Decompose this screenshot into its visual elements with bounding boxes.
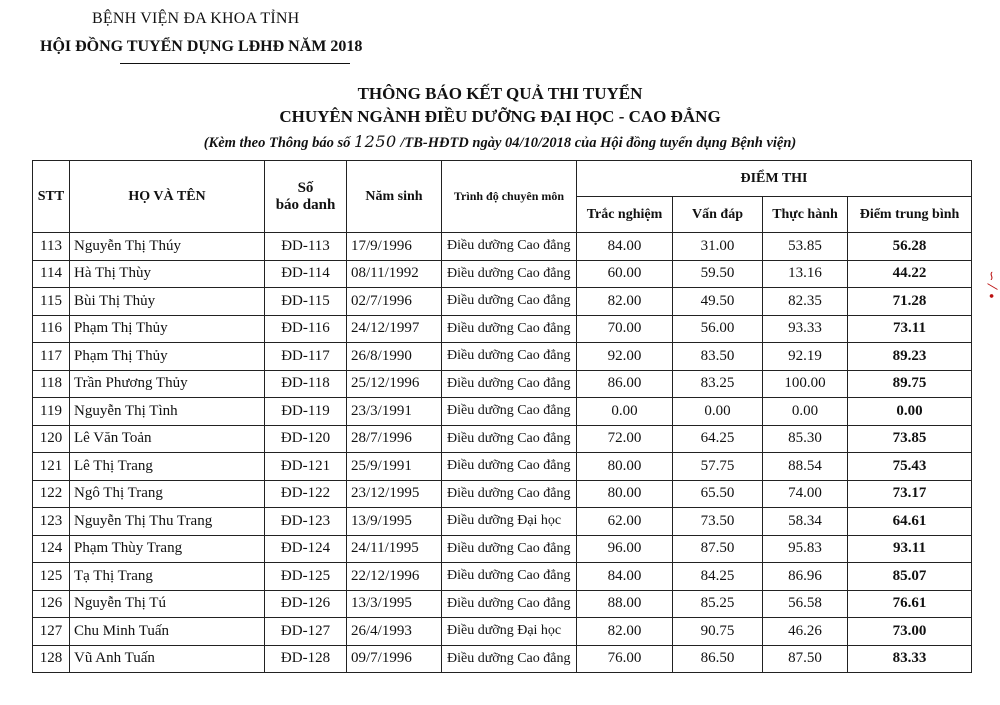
cell-level: Điều dưỡng Cao đẳng	[442, 453, 577, 481]
header-dob: Năm sinh	[347, 161, 442, 233]
cell-dob: 25/12/1996	[347, 370, 442, 398]
document-subtitle: CHUYÊN NGÀNH ĐIỀU DƯỠNG ĐẠI HỌC - CAO ĐẲNG	[279, 107, 721, 126]
cell-level: Điều dưỡng Cao đẳng	[442, 398, 577, 426]
cell-practical: 56.58	[763, 590, 848, 618]
cell-oral: 49.50	[673, 288, 763, 316]
cell-average: 93.11	[848, 535, 972, 563]
cell-level: Điều dưỡng Đại học	[442, 618, 577, 646]
cell-oral: 83.50	[673, 343, 763, 371]
header-score-group: ĐIỂM THI	[577, 161, 972, 197]
cell-multiple-choice: 96.00	[577, 535, 673, 563]
table-row	[33, 645, 972, 673]
table-row	[33, 618, 972, 646]
cell-oral: 65.50	[673, 480, 763, 508]
cell-name: Lê Thị Trang	[70, 453, 265, 481]
cell-dob: 22/12/1996	[347, 563, 442, 591]
cell-average: 73.00	[848, 618, 972, 646]
cell-practical: 82.35	[763, 288, 848, 316]
cell-average: 73.85	[848, 425, 972, 453]
cell-sbd: ĐD-117	[265, 343, 347, 371]
cell-level: Điều dưỡng Cao đẳng	[442, 288, 577, 316]
cell-oral: 57.75	[673, 453, 763, 481]
cell-stt: 124	[33, 535, 70, 563]
cell-level: Điều dưỡng Đại học	[442, 508, 577, 536]
cell-name: Nguyễn Thị Thúy	[70, 233, 265, 261]
cell-name: Nguyễn Thị Thu Trang	[70, 508, 265, 536]
table-row	[33, 535, 972, 563]
cell-sbd: ĐD-126	[265, 590, 347, 618]
cell-multiple-choice: 82.00	[577, 288, 673, 316]
cell-level: Điều dưỡng Cao đẳng	[442, 370, 577, 398]
cell-dob: 09/7/1996	[347, 645, 442, 673]
header-name: HỌ VÀ TÊN	[70, 161, 265, 233]
cell-oral: 83.25	[673, 370, 763, 398]
reference-prefix: (Kèm theo Thông báo số	[203, 135, 351, 151]
cell-level: Điều dưỡng Cao đẳng	[442, 233, 577, 261]
cell-multiple-choice: 60.00	[577, 260, 673, 288]
cell-stt: 121	[33, 453, 70, 481]
cell-sbd: ĐD-113	[265, 233, 347, 261]
cell-average: 71.28	[848, 288, 972, 316]
cell-multiple-choice: 62.00	[577, 508, 673, 536]
cell-dob: 13/9/1995	[347, 508, 442, 536]
cell-level: Điều dưỡng Cao đẳng	[442, 535, 577, 563]
table-row	[33, 260, 972, 288]
cell-level: Điều dưỡng Cao đẳng	[442, 425, 577, 453]
cell-average: 44.22	[848, 260, 972, 288]
document-title: THÔNG BÁO KẾT QUẢ THI TUYỂN	[357, 84, 643, 103]
cell-name: Hà Thị Thùy	[70, 260, 265, 288]
cell-oral: 73.50	[673, 508, 763, 536]
table-row	[33, 315, 972, 343]
cell-sbd: ĐD-122	[265, 480, 347, 508]
organization-name: BỆNH VIỆN ĐA KHOA TỈNH	[92, 10, 300, 27]
table-row	[33, 563, 972, 591]
header-sbd-line2: báo danh	[275, 196, 336, 213]
cell-sbd: ĐD-128	[265, 645, 347, 673]
header-sbd-line1: Số	[297, 179, 314, 196]
cell-sbd: ĐD-115	[265, 288, 347, 316]
cell-level: Điều dưỡng Cao đẳng	[442, 260, 577, 288]
cell-multiple-choice: 80.00	[577, 453, 673, 481]
cell-multiple-choice: 72.00	[577, 425, 673, 453]
cell-dob: 26/4/1993	[347, 618, 442, 646]
cell-dob: 25/9/1991	[347, 453, 442, 481]
cell-name: Chu Minh Tuấn	[70, 618, 265, 646]
council-name: HỘI ĐỒNG TUYỂN DỤNG LĐHĐ NĂM 2018	[40, 38, 363, 55]
table-row	[33, 233, 972, 261]
cell-sbd: ĐD-119	[265, 398, 347, 426]
table-row	[33, 590, 972, 618]
cell-practical: 46.26	[763, 618, 848, 646]
cell-practical: 93.33	[763, 315, 848, 343]
cell-sbd: ĐD-120	[265, 425, 347, 453]
cell-name: Vũ Anh Tuấn	[70, 645, 265, 673]
cell-average: 89.23	[848, 343, 972, 371]
cell-sbd: ĐD-123	[265, 508, 347, 536]
cell-name: Tạ Thị Trang	[70, 563, 265, 591]
cell-average: 0.00	[848, 398, 972, 426]
cell-level: Điều dưỡng Cao đẳng	[442, 590, 577, 618]
cell-average: 56.28	[848, 233, 972, 261]
cell-multiple-choice: 80.00	[577, 480, 673, 508]
cell-oral: 64.25	[673, 425, 763, 453]
cell-level: Điều dưỡng Cao đẳng	[442, 645, 577, 673]
cell-multiple-choice: 84.00	[577, 563, 673, 591]
table-row	[33, 480, 972, 508]
cell-average: 76.61	[848, 590, 972, 618]
cell-stt: 117	[33, 343, 70, 371]
cell-sbd: ĐD-118	[265, 370, 347, 398]
cell-name: Bùi Thị Thủy	[70, 288, 265, 316]
cell-name: Phạm Thị Thủy	[70, 315, 265, 343]
header-sbd	[265, 161, 347, 233]
cell-average: 85.07	[848, 563, 972, 591]
cell-level: Điều dưỡng Cao đẳng	[442, 563, 577, 591]
cell-practical: 0.00	[763, 398, 848, 426]
header-average: Điểm trung bình	[848, 197, 972, 233]
cell-stt: 115	[33, 288, 70, 316]
header-stt: STT	[33, 161, 70, 233]
margin-handwriting-mark: ∽ ⁄ ∙	[983, 270, 998, 300]
cell-stt: 128	[33, 645, 70, 673]
cell-sbd: ĐD-124	[265, 535, 347, 563]
cell-multiple-choice: 92.00	[577, 343, 673, 371]
cell-name: Phạm Thị Thủy	[70, 343, 265, 371]
header-oral: Vấn đáp	[673, 197, 763, 233]
cell-dob: 26/8/1990	[347, 343, 442, 371]
cell-dob: 24/11/1995	[347, 535, 442, 563]
cell-name: Nguyễn Thị Tình	[70, 398, 265, 426]
table-row	[33, 343, 972, 371]
cell-dob: 08/11/1992	[347, 260, 442, 288]
cell-practical: 100.00	[763, 370, 848, 398]
cell-practical: 58.34	[763, 508, 848, 536]
cell-level: Điều dưỡng Cao đẳng	[442, 480, 577, 508]
cell-oral: 87.50	[673, 535, 763, 563]
cell-average: 83.33	[848, 645, 972, 673]
cell-stt: 119	[33, 398, 70, 426]
cell-oral: 90.75	[673, 618, 763, 646]
cell-name: Lê Văn Toản	[70, 425, 265, 453]
cell-dob: 23/12/1995	[347, 480, 442, 508]
cell-stt: 122	[33, 480, 70, 508]
cell-name: Nguyễn Thị Tú	[70, 590, 265, 618]
cell-multiple-choice: 84.00	[577, 233, 673, 261]
results-table	[32, 160, 972, 673]
cell-stt: 118	[33, 370, 70, 398]
reference-suffix: /TB-HĐTD ngày 04/10/2018 của Hội đồng tuyển dụng Bệnh viện)	[400, 135, 797, 151]
cell-stt: 114	[33, 260, 70, 288]
cell-multiple-choice: 82.00	[577, 618, 673, 646]
cell-stt: 120	[33, 425, 70, 453]
cell-oral: 59.50	[673, 260, 763, 288]
cell-oral: 31.00	[673, 233, 763, 261]
cell-practical: 95.83	[763, 535, 848, 563]
header-level: Trình độ chuyên môn	[442, 161, 577, 233]
cell-practical: 74.00	[763, 480, 848, 508]
cell-practical: 88.54	[763, 453, 848, 481]
table-row	[33, 453, 972, 481]
cell-sbd: ĐD-127	[265, 618, 347, 646]
cell-average: 73.11	[848, 315, 972, 343]
cell-multiple-choice: 76.00	[577, 645, 673, 673]
table-row	[33, 370, 972, 398]
cell-practical: 87.50	[763, 645, 848, 673]
cell-level: Điều dưỡng Cao đẳng	[442, 343, 577, 371]
cell-multiple-choice: 70.00	[577, 315, 673, 343]
cell-average: 75.43	[848, 453, 972, 481]
header-underline	[120, 63, 350, 64]
cell-sbd: ĐD-116	[265, 315, 347, 343]
cell-multiple-choice: 86.00	[577, 370, 673, 398]
cell-oral: 86.50	[673, 645, 763, 673]
cell-sbd: ĐD-121	[265, 453, 347, 481]
cell-multiple-choice: 88.00	[577, 590, 673, 618]
cell-practical: 86.96	[763, 563, 848, 591]
cell-dob: 23/3/1991	[347, 398, 442, 426]
cell-oral: 56.00	[673, 315, 763, 343]
cell-practical: 53.85	[763, 233, 848, 261]
cell-stt: 126	[33, 590, 70, 618]
cell-dob: 13/3/1995	[347, 590, 442, 618]
cell-name: Ngô Thị Trang	[70, 480, 265, 508]
cell-name: Phạm Thùy Trang	[70, 535, 265, 563]
cell-stt: 113	[33, 233, 70, 261]
cell-practical: 13.16	[763, 260, 848, 288]
table-row	[33, 508, 972, 536]
cell-average: 89.75	[848, 370, 972, 398]
cell-oral: 85.25	[673, 590, 763, 618]
cell-practical: 92.19	[763, 343, 848, 371]
cell-name: Trần Phương Thủy	[70, 370, 265, 398]
cell-sbd: ĐD-125	[265, 563, 347, 591]
cell-level: Điều dưỡng Cao đẳng	[442, 315, 577, 343]
cell-dob: 28/7/1996	[347, 425, 442, 453]
document-reference	[0, 132, 1000, 152]
cell-practical: 85.30	[763, 425, 848, 453]
cell-sbd: ĐD-114	[265, 260, 347, 288]
cell-dob: 24/12/1997	[347, 315, 442, 343]
cell-average: 64.61	[848, 508, 972, 536]
cell-stt: 123	[33, 508, 70, 536]
reference-number: 1250	[353, 132, 397, 151]
table-row	[33, 425, 972, 453]
table-row	[33, 398, 972, 426]
cell-dob: 02/7/1996	[347, 288, 442, 316]
cell-dob: 17/9/1996	[347, 233, 442, 261]
cell-oral: 0.00	[673, 398, 763, 426]
cell-stt: 127	[33, 618, 70, 646]
cell-stt: 116	[33, 315, 70, 343]
cell-stt: 125	[33, 563, 70, 591]
cell-multiple-choice: 0.00	[577, 398, 673, 426]
table-row	[33, 288, 972, 316]
header-practical: Thực hành	[763, 197, 848, 233]
cell-average: 73.17	[848, 480, 972, 508]
cell-oral: 84.25	[673, 563, 763, 591]
header-multiple-choice: Trắc nghiệm	[577, 197, 673, 233]
